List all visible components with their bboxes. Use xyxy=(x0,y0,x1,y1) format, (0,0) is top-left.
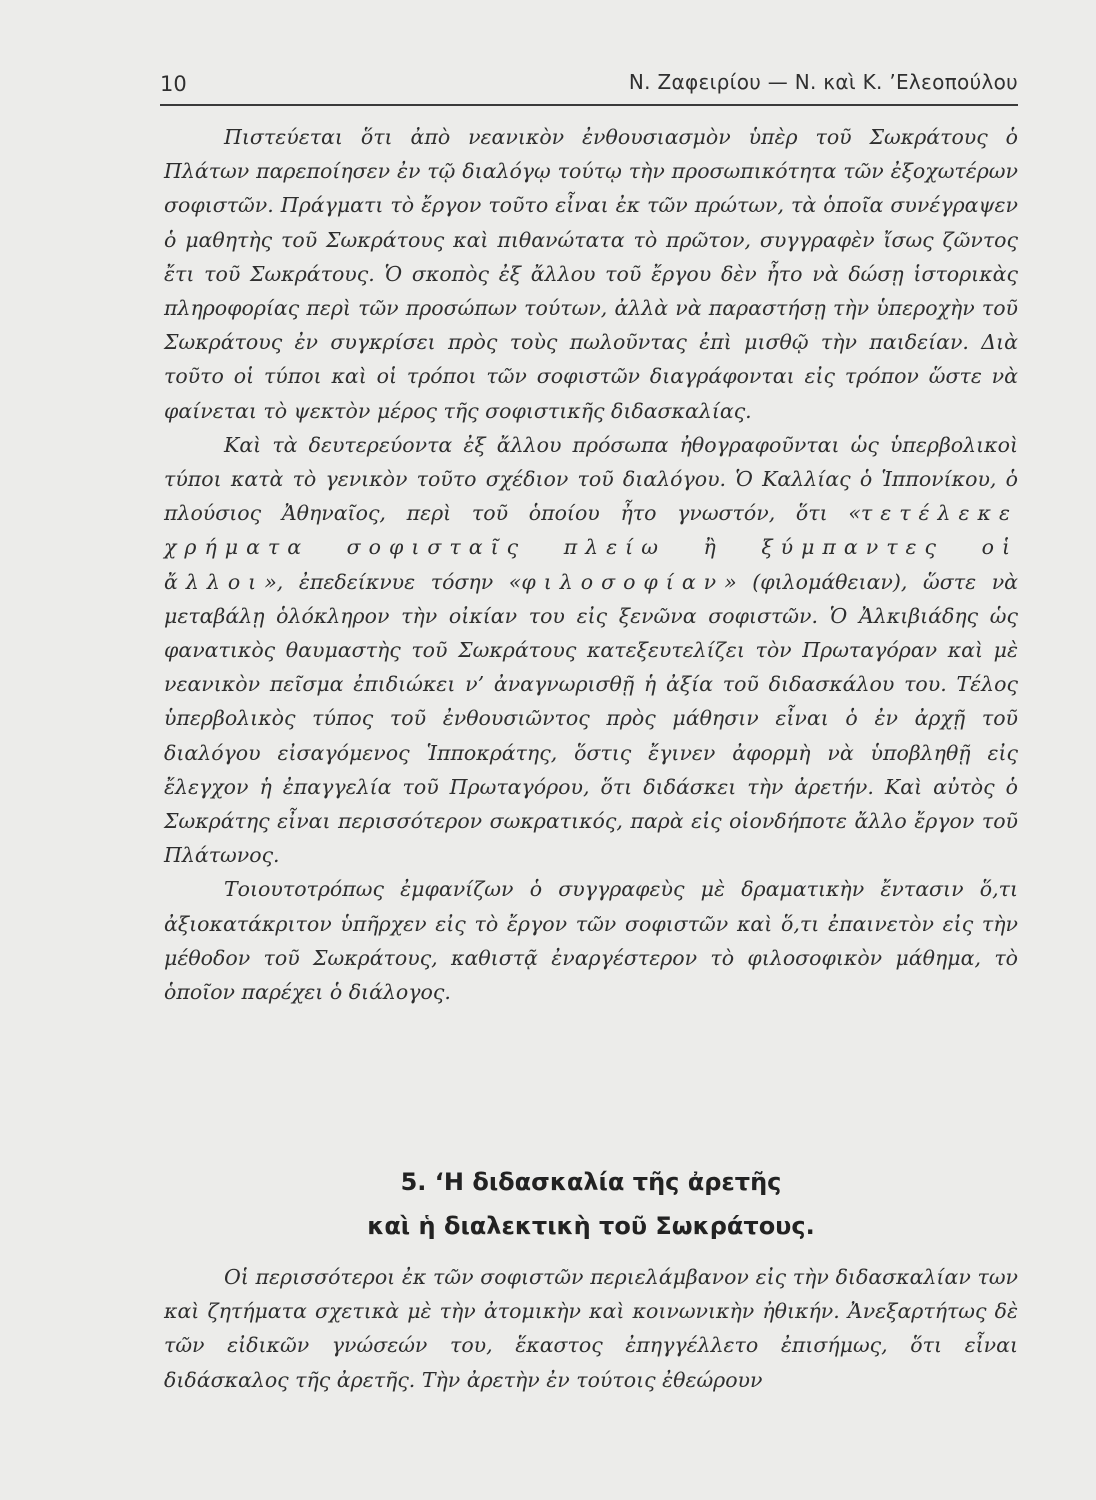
paragraph-2-text: », ἐπεδείκνυε τόσην « xyxy=(264,569,522,594)
page-header xyxy=(160,64,1018,106)
running-head: Ν. Ζαφειρίου — Ν. καὶ Κ. ’Ελεοπούλου xyxy=(628,70,1018,94)
spaced-quotation: τετέλεκε χρήματα σοφισταῖς πλείω ἢ ξύμπαντες οἱ ἄλλοι xyxy=(164,501,1018,594)
section-heading xyxy=(164,1160,1018,1248)
paragraph-2-text: Καὶ τὰ δευτερεύοντα ἐξ ἄλλου πρόσωπα ἠθογραφοῦνται ὡς ὑπερβολικοὶ τύποι κατὰ τὸ γενικὸν τοῦτο σχέδιον τοῦ διαλόγου. Ὁ Καλλίας ὁ Ἱππονίκου, ὁ πλούσιος Ἀθηναῖος, περὶ τοῦ ὁποίου ἦτο γνωστόν, ὅτι « xyxy=(164,432,1018,526)
section-heading-line-2: καὶ ἡ διαλεκτικὴ τοῦ Σωκράτους. xyxy=(367,1212,815,1240)
spaced-quotation: φιλοσοφίαν xyxy=(521,569,725,594)
body-text-section-5 xyxy=(164,1260,1018,1397)
paragraph-2-text: » (φιλομάθειαν), ὥστε νὰ μεταβάλῃ ὁλόκληρον τὴν οἰκίαν του εἰς ξενῶνα σοφιστῶν. Ὁ Ἀλκιβιάδης ὡς φανατικὸς θαυμαστὴς τοῦ Σωκράτους κατεξευτελίζει τὸν Πρωταγόραν καὶ μὲ νεανικὸν πεῖσμα ἐπιδιώκει ν’ ἀναγνωρισθῇ ἡ ἀξία τοῦ διδασκάλου του. Τέλος ὑπερβολικὸς τύπος τοῦ ἐνθουσιῶντος πρὸς μάθησιν εἶναι ὁ ἐν ἀρχῇ τοῦ διαλόγου εἰσαγόμενος Ἱπποκράτης, ὅστις ἔγινεν ἀφορμὴ νὰ ὑποβληθῇ εἰς ἔλεγχον ἡ ἐπαγγελία τοῦ Πρωταγόρου, ὅτι διδάσκει τὴν ἀρετήν. Καὶ αὐτὸς ὁ Σωκράτης εἶναι περισσότερον σωκρατικός, παρὰ εἰς οἱονδήποτε ἄλλο ἔργον τοῦ Πλάτωνος. xyxy=(164,569,1019,868)
paragraph-1: Πιστεύεται ὅτι ἀπὸ νεανικὸν ἐνθουσιασμὸν ὑπὲρ τοῦ Σωκράτους ὁ Πλάτων παρεποίησεν ἐν τῷ διαλόγῳ τούτῳ τὴν προσωπικότητα τῶν ἐξοχωτέρων σοφιστῶν. Πράγματι τὸ ἔργον τοῦτο εἶναι ἐκ τῶν πρώτων, τὰ ὁποῖα συνέγραψεν ὁ μαθητὴς τοῦ Σωκράτους καὶ πιθανώτατα τὸ πρῶτον, συγγραφὲν ἴσως ζῶντος ἔτι τοῦ Σωκράτους. Ὁ σκοπὸς ἐξ ἄλλου τοῦ ἔργου δὲν ἦτο νὰ δώσῃ ἱστορικὰς πληροφορίας περὶ τῶν προσώπων τούτων, ἀλλὰ νὰ παραστήσῃ τὴν ὑπεροχὴν τοῦ Σωκράτους ἐν συγκρίσει πρὸς τοὺς πωλοῦντας ἐπὶ μισθῷ τὴν παιδείαν. Διὰ τοῦτο οἱ τύποι καὶ οἱ τρόποι τῶν σοφιστῶν διαγράφονται εἰς τρόπον ὥστε νὰ φαίνεται τὸ ψεκτὸν μέρος τῆς σοφιστικῆς διδασκαλίας. xyxy=(164,125,1018,423)
page-number: 10 xyxy=(160,72,187,96)
paragraph-2 xyxy=(164,428,1018,873)
section-heading-line-1: 5. ‘Η διδασκαλία τῆς ἀρετῆς xyxy=(400,1168,782,1196)
body-text xyxy=(164,120,1018,1009)
paragraph-3: Τοιουτοτρόπως ἐμφανίζων ὁ συγγραφεὺς μὲ δραματικὴν ἔντασιν ὅ,τι ἀξιοκατάκριτον ὑπῆρχεν εἰς τὸ ἔργον τῶν σοφιστῶν καὶ ὅ,τι ἐπαινετὸν εἰς τὴν μέθοδον τοῦ Σωκράτους, καθιστᾷ ἐναργέστερον τὸ φιλοσοφικὸν μάθημα, τὸ ὁποῖον παρέχει ὁ διάλογος. xyxy=(164,877,1018,1005)
paragraph-4: Οἱ περισσότεροι ἐκ τῶν σοφιστῶν περιελάμβανον εἰς τὴν διδασκαλίαν των καὶ ζητήματα σχετικὰ μὲ τὴν ἀτομικὴν καὶ κοινωνικὴν ἠθικήν. Ἀνεξαρτήτως δὲ τῶν εἰδικῶν γνώσεών του, ἕκαστος ἐπηγγέλλετο ἐπισήμως, ὅτι εἶναι διδάσκαλος τῆς ἀρετῆς. Τὴν ἀρετὴν ἐν τούτοις ἐθεώρουν xyxy=(164,1265,1018,1392)
